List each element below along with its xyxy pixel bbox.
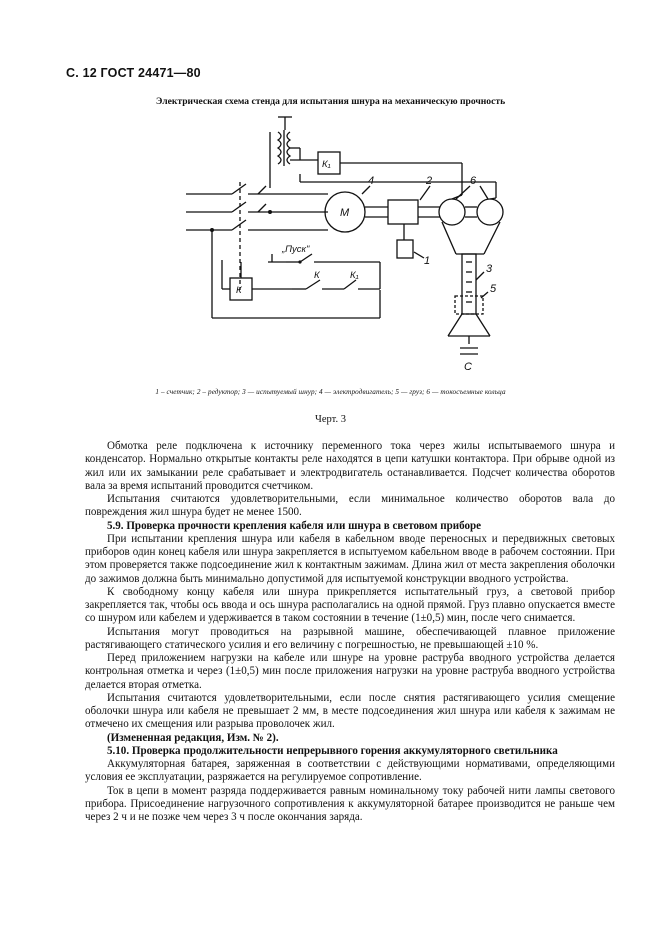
section-heading: 5.9. Проверка прочности крепления кабеля или шнура в световом приборе [107, 519, 482, 532]
junction-dot [210, 228, 214, 232]
weight-box [455, 296, 483, 314]
paragraph: К свободному концу кабеля или шнура прикрепляется испытательный груз, а световой прибор закрепляется так, чтобы ось ввода и ось шнура располагались на одной прямой. Груз плавно опускается вместе со шнуром или кабелем и удерживается в таком состоянии в течение (1±0,5) мин, после чего снимается. [85, 585, 615, 625]
transformer-secondary [287, 132, 290, 164]
junction-dot [268, 210, 272, 214]
page-header: С. 12 ГОСТ 24471—80 [66, 66, 201, 80]
label-6: 6 [470, 175, 477, 187]
paragraph: Испытания считаются удовлетворительными, если после снятия растягивающего усилия смещение оболочки шнура или кабеля не превышает 2 мм, в месте подсоединения жил шнура или кабеля к зажимам не отмечено их смещения или разрыва проволочек жил. [85, 691, 615, 731]
paragraph: Ток в цепи в момент разряда поддерживается равным номинальному току рабочей нити лампы светового прибора. Присоединение нагрузочного сопротивления к аккумуляторной батарее производится не раньше чем через 2 ч и не позже чем через 3 ч после окончания заряда. [85, 784, 615, 823]
label-k1-coil: К₁ [322, 159, 331, 170]
label-c: С [464, 361, 472, 373]
paragraph: Испытания могут проводиться на разрывной машине, обеспечивающей плавное приложение растягивающего статического усилия и его величину с погрешностью, не превышающей ±10 %. [85, 625, 615, 651]
transformer-primary [278, 132, 281, 164]
label-4: 4 [368, 175, 375, 187]
label-2: 2 [426, 175, 433, 187]
label-motor: М [340, 207, 350, 219]
reducer-box [388, 200, 418, 224]
slip-ring-left [439, 199, 465, 225]
paragraph: Обмотка реле подключена к источнику переменного тока через жилы испытываемого шнура и конденсатор. Нормально открытые контакты реле находятся в цепи катушки контактора. При обрыве одной из жил или их замыкании реле срабатывает и электродвигатель останавливается. Подсчет количества оборотов вала за время испытаний проводится счетчиком. [85, 440, 615, 492]
label-k-contact: К [314, 270, 320, 281]
label-3: 3 [486, 263, 493, 275]
amendment-note: (Измененная редакция, Изм. № 2). [107, 731, 279, 744]
figure-number: Черт. 3 [315, 414, 346, 425]
label-1: 1 [424, 255, 431, 267]
body-text [85, 440, 615, 824]
label-5: 5 [490, 283, 497, 295]
slip-ring-right [477, 199, 503, 225]
paragraph: Аккумуляторная батарея, заряженная в соответствии с действующими нормативами, определяющими условия ее эксплуатации, разряжается на регулируемое сопротивление. [85, 758, 615, 784]
paragraph: При испытании крепления шнура или кабеля в кабельном вводе переносных и передвижных световых приборов один конец кабеля или шнура закрепляется в испытуемом кабельном вводе в рабочем состоянии. При этом проверяется также подсоединение жил к контактным зажимам. Длина жил от места закрепления оболочки до зажимов должна быть минимально допустимой для испытуемой конструкции вводного устройства. [85, 532, 615, 585]
figure-caption: 1 – счетчик; 2 – редуктор; 3 — испытуемый шнур; 4 — электродвигатель; 5 — груз; 6 — токосъемные кольца [155, 388, 506, 396]
section-heading: 5.10. Проверка продолжительности непрерывного горения аккумуляторного светильника [107, 744, 558, 757]
paragraph: Перед приложением нагрузки на кабеле или шнуре на уровне раструба вводного устройства делается контрольная отметка и через (1±0,5) мин после приложения нагрузки на уровне раструба вводного устройства делается вторая отметка. [85, 652, 615, 691]
paragraph: Испытания считаются удовлетворительными, если минимальное количество оборотов вала до повреждения жил шнура будет не менее 1500. [85, 493, 615, 519]
figure-title: Электрическая схема стенда для испытания шнура на механическую прочность [155, 96, 506, 107]
tested-cord [462, 254, 476, 314]
label-k1-contact: К₁ [350, 270, 359, 281]
label-pusk: „Пуск" [282, 244, 310, 255]
counter-box [397, 240, 413, 258]
circuit-diagram [0, 0, 661, 390]
label-k-coil: К [236, 285, 242, 296]
junction-dot [298, 260, 301, 263]
